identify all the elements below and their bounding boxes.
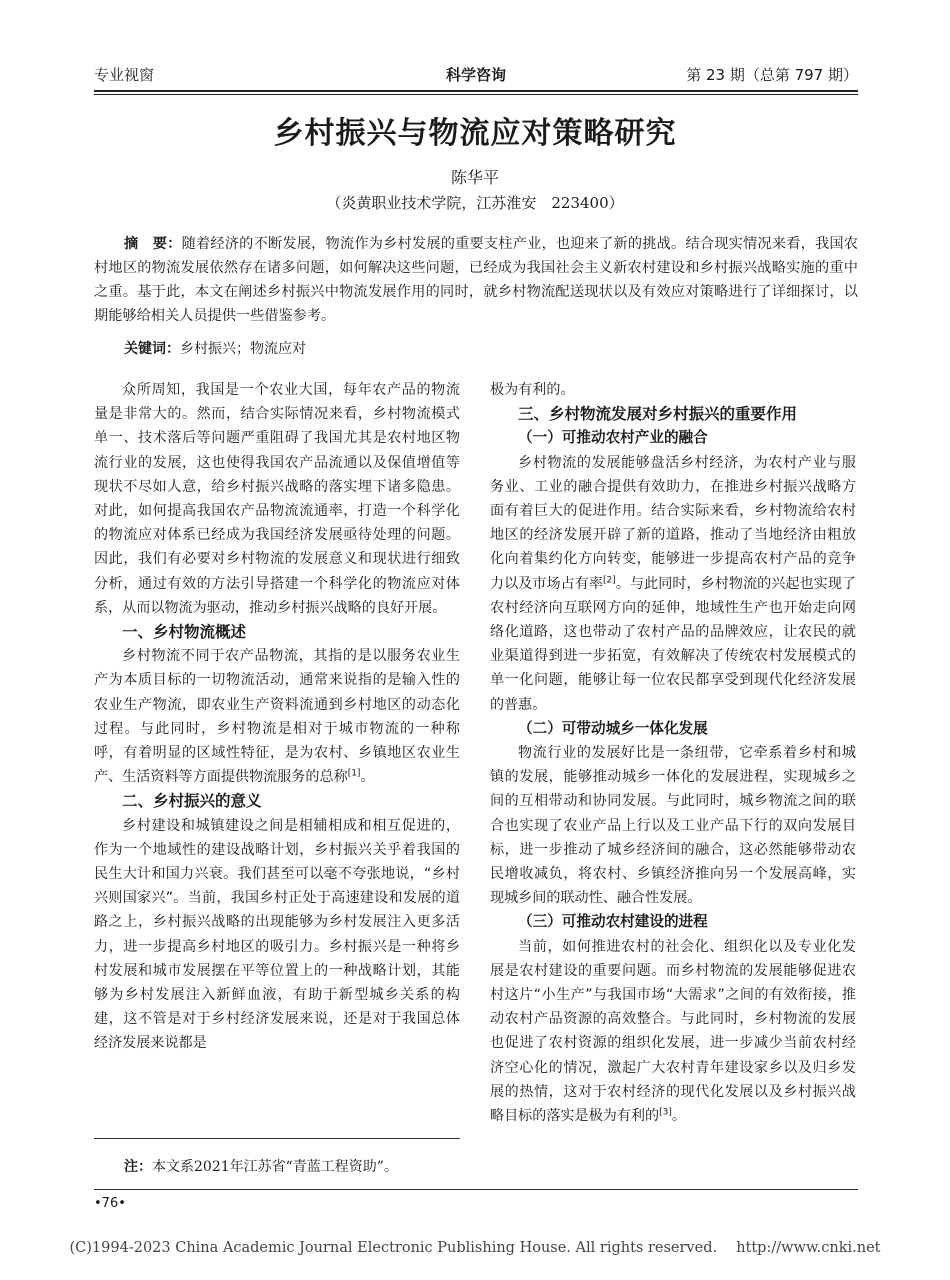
subsection-heading: （二）可带动城乡一体化发展 [518,719,708,737]
page-number: •76• [94,1196,126,1211]
header-rule [94,90,858,92]
citation-ref[interactable]: [2] [603,574,616,585]
section-paragraph: 乡村建设和城镇建设之间是相辅相成和相互促进的，作为一个地域性的建设战略计划，乡村振兴关乎着我国的民生大计和国力兴衰。我们甚至可以毫不夸张地说，“乡村兴则国家兴”。当前，我国乡村正处于高速建设和发展的道路之上，乡村振兴战略的出现能够为乡村发展注入更多活力，进一步提高乡村地区的吸引力。乡村振兴是一种将乡村发展和城市发展摆在平等位置上的一种战略计划，其能够为乡村发展注入新鲜血液，有助于新型城乡关系的构建，这不管是对于乡村经济发展来说，还是对于我国总体经济发展来说都是 [94,817,460,1052]
paragraph-end: 。 [360,769,375,786]
footnote [124,1156,398,1176]
keywords [124,338,306,358]
keywords-text: 乡村振兴；物流应对 [180,341,306,357]
keywords-label: 关键词： [124,341,180,357]
abstract-text: 随着经济的不断发展，物流作为乡村发展的重要支柱产业，也迎来了新的挑战。结合现实情况来看，我国农村地区的物流发展依然存在诸多问题，如何解决这些问题，已经成为我国社会主义新农村建设和乡村振兴战略实施的重中之重。基于此，本文在阐述乡村振兴中物流发展作用的同时，就乡村物流配送现状以及有效应对策略进行了详细探讨，以期能够给相关人员提供一些借鉴参考。 [94,236,858,324]
section-paragraph: 物流行业的发展好比是一条纽带，它牵系着乡村和城镇的发展，能够推动城乡一体化的发展进程，实现城乡之间的互相带动和协同发展。与此同时，城乡物流之间的联合也实现了农业产品上行以及工业产品下行的双向发展目标，进一步推动了城乡经济间的融合，这必然能够带动农民增收减负，将农村、乡镇经济推向另一个发展高峰，实现城乡间的联动性、融合性发展。 [490,745,856,907]
citation-ref[interactable]: [1] [347,768,361,779]
footnote-rule [94,1138,460,1139]
header-issue: 第 23 期（总第 797 期） [686,66,858,84]
section-paragraph [94,644,460,789]
paragraph-text: 当前，如何推进农村的社会化、组织化以及专业化发展是农村建设的重要问题。而乡村物流的发展能够促进农村这片“小生产”与我国市场“大需求”之间的有效衔接，推动农村产品资源的高效整合。与此同时，乡村物流的发展也促进了农村资源的组织化发展，进一步减少当前农村经济空心化的情况，激起广大农村青年建设家乡以及归乡发展的热情，这对于农村经济的现代化发展以及乡村振兴战略目标的落实是极为有利的 [490,938,856,1125]
section-paragraph-cont: 极为有利的。 [490,382,575,398]
paragraph-text: 。与此同时，乡村物流的兴起也实现了农村经济向互联网方向的延伸，地域性生产也开始走向网络化道路，这也带动了农村产品的品牌效应，让农民的就业渠道得到进一步拓宽，有效解决了传统农村发展模式的单一化问题，能够让每一位农民都享受到现代化经济发展的普惠。 [490,575,857,713]
footnote-label: 注： [124,1159,152,1175]
section-paragraph [490,935,856,1129]
section-paragraph [490,451,856,717]
subsection-heading: （三）可推动农村建设的进程 [518,913,708,931]
article-title: 乡村振兴与物流应对策略研究 [273,116,677,151]
author: 陈华平 [450,168,499,187]
left-column [94,378,460,1056]
header-section: 专业视窗 [94,66,155,84]
abstract [94,232,858,328]
section-heading: 三、乡村物流发展对乡村振兴的重要作用 [518,405,798,424]
section-heading: 一、乡村物流概述 [122,623,247,642]
copyright-notice: (C)1994-2023 China Academic Journal Electronic Publishing House. All rights reserved. http://www.cnki.net [69,1240,881,1256]
intro-paragraph: 众所周知，我国是一个农业大国，每年农产品的物流量是非常大的。然而，结合实际情况来看，乡村物流模式单一、技术落后等问题严重阻碍了我国尤其是农村地区物流行业的发展，这也使得我国农产品流通以及保值增值等现状不尽如人意，给乡村振兴战略的落实埋下诸多隐患。对此，如何提高我国农产品物流流通率，打造一个科学化的物流应对体系已经成为我国经济发展亟待处理的问题。因此，我们有必要对乡村物流的发展意义和现状进行细致分析，通过有效的方法引导搭建一个科学化的物流应对体系，从而以物流为驱动，推动乡村振兴战略的良好开展。 [94,382,460,616]
paragraph-text: 乡村物流的发展能够盘活乡村经济，为农村产业与服务业、工业的融合提供有效助力，在推进乡村振兴战略方面有着巨大的促进作用。结合实际来看，乡村物流给农村地区的经济发展开辟了新的道路，推动了当地经济由粗放化向着集约化方向转变，能够进一步提高农村产品的竞争力以及市场占有率 [490,454,856,592]
citation-ref[interactable]: [3] [659,1107,672,1118]
section-heading: 二、乡村振兴的意义 [122,792,262,811]
paragraph-end: 。 [671,1108,686,1125]
footer-rule [94,1189,858,1190]
affiliation: （炎黄职业技术学院，江苏淮安 223400） [326,194,624,212]
right-column [490,378,856,1128]
footnote-text: 本文系2021年江苏省“青蓝工程资助”。 [152,1159,398,1175]
header-rule-thin [94,94,858,95]
subsection-heading: （一）可推动农村产业的融合 [518,429,708,447]
running-header [94,62,858,92]
abstract-label: 摘 要： [124,236,182,252]
paragraph-text: 乡村物流不同于农产品物流，其指的是以服务农业生产为本质目标的一切物流活动，通常来说指的是输入性的农业生产物流，即农业生产资料流通到乡村地区的动态化过程。与此同时，乡村物流是相对于城市物流的一种称呼，有着明显的区域性特征，是为农村、乡镇地区农业生产、生活资料等方面提供物流服务的总称 [94,648,460,786]
header-journal: 科学咨询 [445,66,506,84]
